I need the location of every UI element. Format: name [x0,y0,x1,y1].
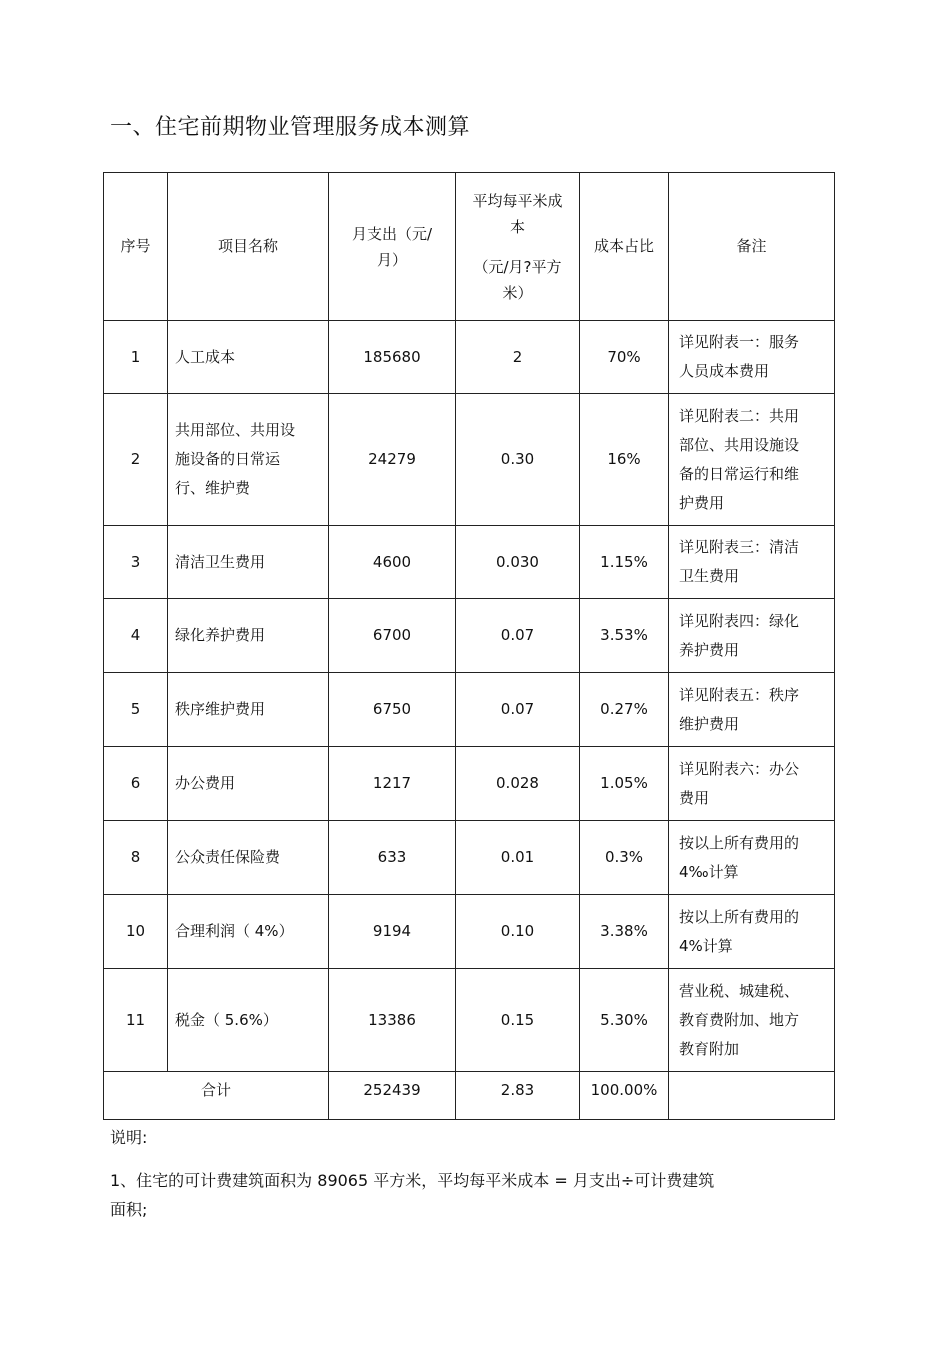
row-no: 4 [104,599,168,673]
row-ratio: 16% [580,394,669,526]
row-item-name: 公众责任保险费 [168,821,329,895]
row-ratio: 1.15% [580,526,669,599]
row-item-name: 税金（ 5.6%） [168,969,329,1072]
row-avg-cost: 0.07 [456,673,580,747]
table-row [104,526,835,599]
row-monthly: 9194 [329,895,456,969]
header-name: 项目名称 [168,173,329,321]
table-row [104,599,835,673]
row-item-name: 清洁卫生费用 [168,526,329,599]
cost-table [103,172,835,1120]
total-monthly: 252439 [329,1072,456,1120]
row-remark: 按以上所有费用的 4‰计算 [669,821,835,895]
table-row [104,969,835,1072]
row-avg-cost: 0.028 [456,747,580,821]
row-monthly: 633 [329,821,456,895]
row-item-name: 合理利润（ 4%） [168,895,329,969]
row-ratio: 0.27% [580,673,669,747]
row-remark: 详见附表一：服务 人员成本费用 [669,321,835,394]
header-no: 序号 [104,173,168,321]
row-avg-cost: 2 [456,321,580,394]
row-no: 11 [104,969,168,1072]
row-avg-cost: 0.30 [456,394,580,526]
row-monthly: 13386 [329,969,456,1072]
row-avg-cost: 0.10 [456,895,580,969]
row-no: 5 [104,673,168,747]
row-avg-cost: 0.15 [456,969,580,1072]
row-item-name: 人工成本 [168,321,329,394]
total-label: 合计 [104,1072,329,1120]
row-no: 2 [104,394,168,526]
total-ratio: 100.00% [580,1072,669,1120]
notes-line-2: 面积; [110,1200,148,1219]
table-row [104,821,835,895]
notes-line-1: 1、住宅的可计费建筑面积为 89065 平方米，平均每平米成本 = 月支出÷可计费建筑 [110,1171,715,1190]
row-no: 8 [104,821,168,895]
row-ratio: 3.53% [580,599,669,673]
row-no: 6 [104,747,168,821]
row-remark: 详见附表六：办公 费用 [669,747,835,821]
row-remark: 详见附表三：清洁 卫生费用 [669,526,835,599]
table-row [104,895,835,969]
row-avg-cost: 0.030 [456,526,580,599]
row-avg-cost: 0.07 [456,599,580,673]
table-row [104,321,835,394]
row-monthly: 6750 [329,673,456,747]
row-remark: 详见附表五：秩序 维护费用 [669,673,835,747]
row-item-name: 绿化养护费用 [168,599,329,673]
page-title: 一、住宅前期物业管理服务成本测算 [110,115,471,140]
row-ratio: 1.05% [580,747,669,821]
row-item-name: 共用部位、共用设 施设备的日常运 行、维护费 [168,394,329,526]
row-monthly: 4600 [329,526,456,599]
notes-heading: 说明: [110,1128,148,1147]
row-monthly: 24279 [329,394,456,526]
row-avg-cost: 0.01 [456,821,580,895]
row-ratio: 70% [580,321,669,394]
header-ratio: 成本占比 [580,173,669,321]
total-row [104,1072,835,1120]
total-avg-cost: 2.83 [456,1072,580,1120]
header-monthly: 月支出（元/ 月） [329,173,456,321]
row-ratio: 5.30% [580,969,669,1072]
row-remark: 按以上所有费用的 4%计算 [669,895,835,969]
table-row [104,747,835,821]
total-remark [669,1072,835,1120]
header-row [104,173,835,321]
row-no: 10 [104,895,168,969]
row-ratio: 3.38% [580,895,669,969]
row-monthly: 185680 [329,321,456,394]
table-row [104,673,835,747]
row-ratio: 0.3% [580,821,669,895]
row-item-name: 办公费用 [168,747,329,821]
header-remark: 备注 [669,173,835,321]
row-remark: 详见附表四：绿化 养护费用 [669,599,835,673]
table-row [104,394,835,526]
row-item-name: 秩序维护费用 [168,673,329,747]
header-avg-cost: 平均每平米成 本 （元/月?平方 米） [456,173,580,321]
row-no: 1 [104,321,168,394]
row-monthly: 1217 [329,747,456,821]
row-remark: 详见附表二：共用 部位、共用设施设 备的日常运行和维 护费用 [669,394,835,526]
row-remark: 营业税、城建税、 教育费附加、地方 教育附加 [669,969,835,1072]
row-no: 3 [104,526,168,599]
row-monthly: 6700 [329,599,456,673]
